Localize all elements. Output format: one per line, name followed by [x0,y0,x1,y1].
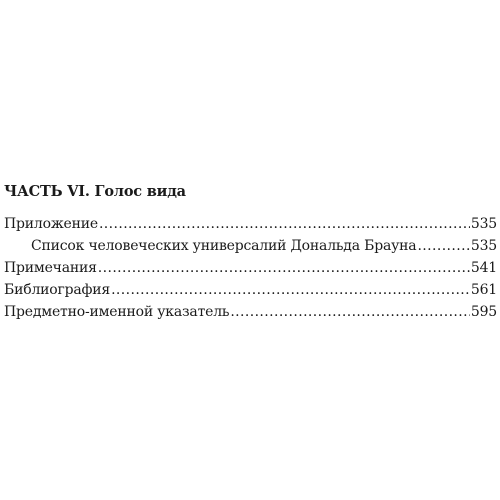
toc-entry-page: 595 [470,304,497,320]
toc-entry-label: Приложение [4,216,98,232]
toc-entry-notes [4,257,497,279]
toc-entry-index [4,301,497,323]
table-of-contents [4,213,497,323]
toc-entry-label: Предметно-именной указатель [4,304,230,320]
toc-entry-page: 535 [470,216,497,232]
toc-dot-leader [111,279,470,301]
toc-entry-label: Примечания [4,260,97,276]
toc-entry-appendix [4,213,497,235]
toc-entry-page: 541 [470,260,497,276]
toc-dot-leader [99,213,470,235]
toc-entry-label: Библиография [4,282,111,298]
toc-dot-leader [98,257,470,279]
toc-entry-bibliography [4,279,497,301]
toc-entry-page: 561 [470,282,497,298]
toc-dot-leader [230,301,470,323]
part-title: ЧАСТЬ VI. Голос вида [4,183,186,200]
toc-entry-label: Список человеческих универсалий Дональда Брауна [31,238,417,254]
toc-dot-leader [417,235,469,257]
toc-entry-universals-list [4,235,497,257]
toc-entry-page: 535 [470,238,497,254]
